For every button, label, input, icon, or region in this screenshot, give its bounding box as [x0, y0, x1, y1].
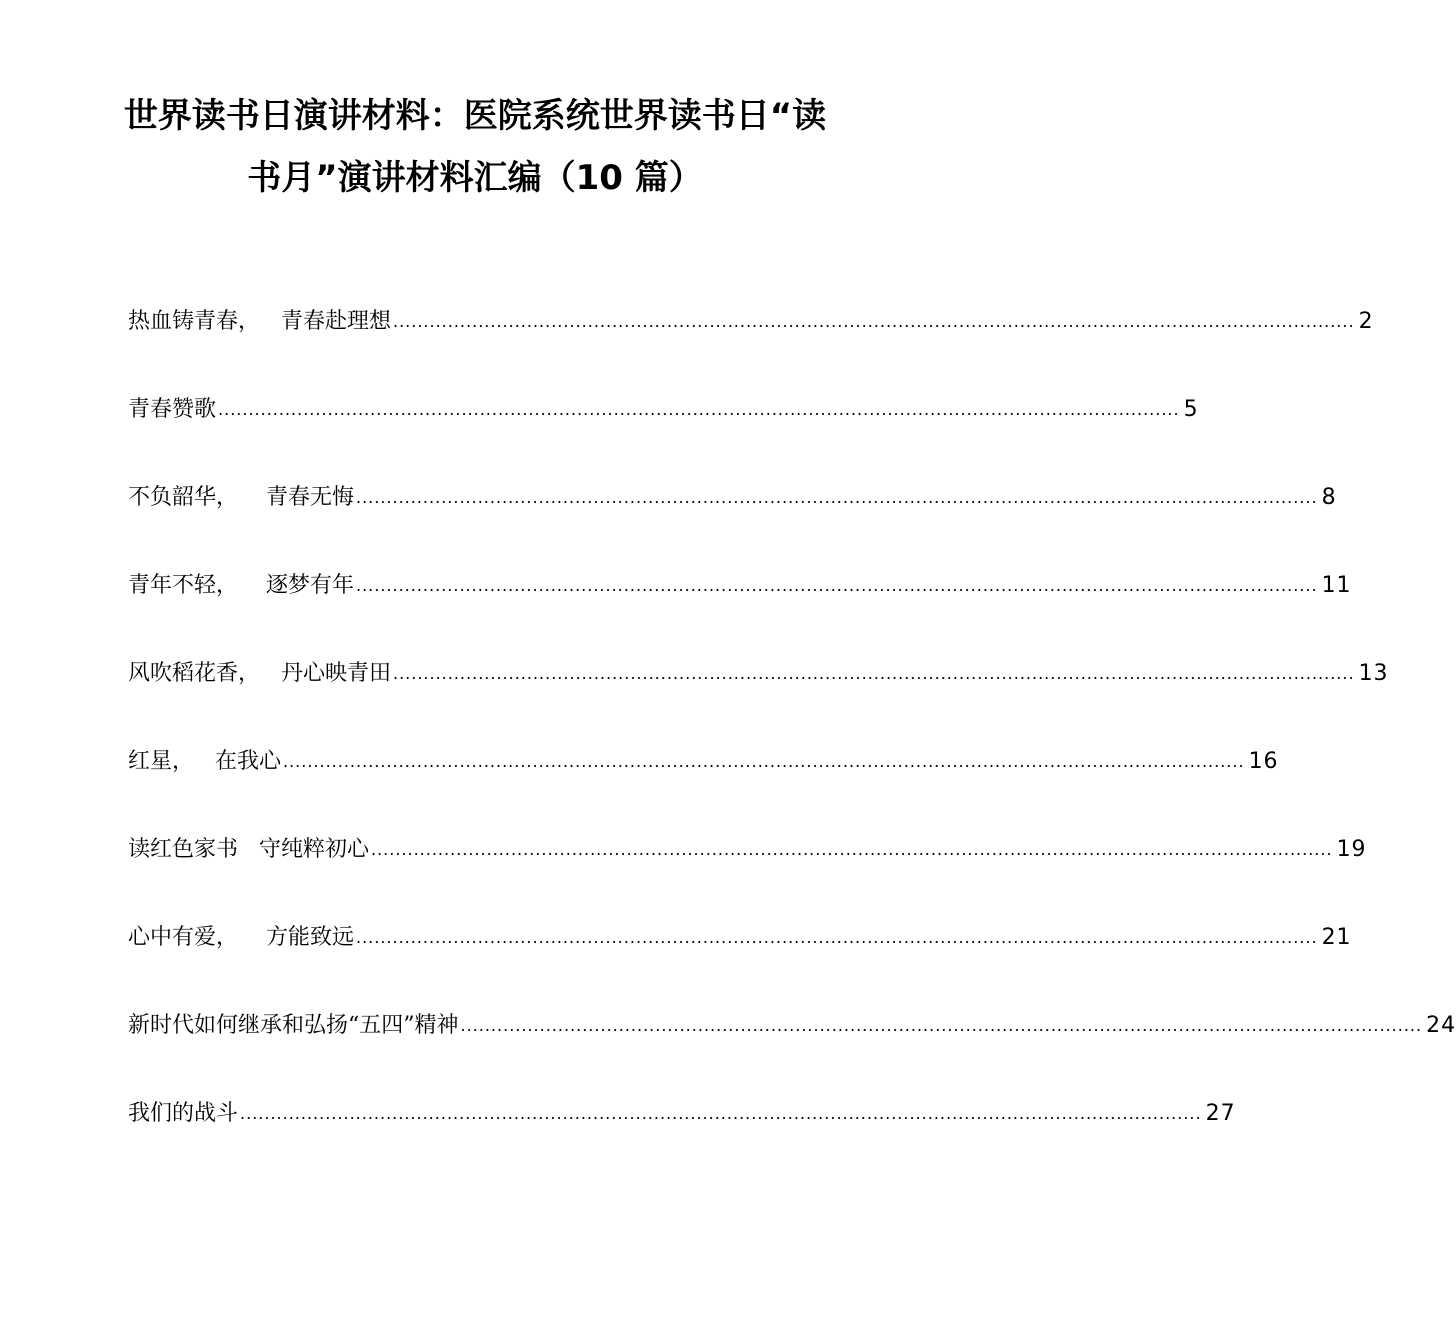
- toc-page-number: 11: [1321, 573, 1352, 598]
- toc-page-number: 13: [1358, 661, 1389, 686]
- toc-page-number: 27: [1205, 1101, 1236, 1126]
- toc-dot-leader: ..............................................................................................................................................................: [392, 312, 1355, 331]
- toc-entry[interactable]: [128, 1094, 1236, 1182]
- toc-entry-title: 青春赞歌: [128, 397, 217, 422]
- toc-entry-title: 热血铸青春， 青春赴理想: [128, 309, 391, 334]
- toc-dot-leader: ..............................................................................................................................................................: [460, 1016, 1423, 1035]
- toc-entry[interactable]: [128, 654, 1389, 742]
- toc-entry-title: 青年不轻， 逐梦有年: [128, 573, 354, 598]
- toc-entry-title: 我们的战斗: [128, 1101, 239, 1126]
- toc-entry[interactable]: [128, 566, 1352, 654]
- toc-page-number: 24: [1426, 1013, 1456, 1038]
- toc-page-number: 16: [1248, 749, 1279, 774]
- toc-page-number: 21: [1321, 925, 1352, 950]
- toc-page-number: 2: [1358, 309, 1374, 334]
- toc-entry-title: 红星， 在我心: [128, 749, 281, 774]
- table-of-contents: [128, 302, 1456, 1182]
- toc-dot-leader: ..............................................................................................................................................................: [282, 752, 1245, 771]
- toc-entry-title: 读红色家书 守纯粹初心: [128, 837, 369, 862]
- toc-dot-leader: ..............................................................................................................................................................: [355, 576, 1318, 595]
- toc-dot-leader: ..............................................................................................................................................................: [355, 488, 1318, 507]
- toc-dot-leader: ..............................................................................................................................................................: [240, 1104, 1202, 1123]
- toc-dot-leader: ..............................................................................................................................................................: [218, 400, 1180, 419]
- toc-page-number: 5: [1183, 397, 1199, 422]
- toc-entry-title: 心中有爱， 方能致远: [128, 925, 354, 950]
- toc-entry-title: 不负韶华， 青春无悔: [128, 485, 354, 510]
- toc-entry[interactable]: [128, 742, 1279, 830]
- toc-dot-leader: ..............................................................................................................................................................: [355, 928, 1318, 947]
- toc-entry[interactable]: [128, 1006, 1456, 1094]
- toc-page-number: 19: [1336, 837, 1367, 862]
- toc-dot-leader: ..............................................................................................................................................................: [370, 840, 1333, 859]
- toc-entry-title: 风吹稻花香， 丹心映青田: [128, 661, 391, 686]
- toc-entry[interactable]: [128, 830, 1367, 918]
- document-title-line-1: 世界读书日演讲材料：医院系统世界读书日“读: [123, 96, 827, 136]
- toc-page-number: 8: [1321, 485, 1337, 510]
- toc-dot-leader: ..............................................................................................................................................................: [392, 664, 1355, 683]
- toc-entry[interactable]: [128, 302, 1374, 390]
- toc-entry[interactable]: [128, 478, 1337, 566]
- toc-entry[interactable]: [128, 390, 1199, 478]
- toc-entry[interactable]: [128, 918, 1352, 1006]
- document-title-line-2: 书月”演讲材料汇编（10 篇）: [247, 158, 703, 198]
- toc-entry-title: 新时代如何继承和弘扬“五四”精神: [128, 1013, 459, 1038]
